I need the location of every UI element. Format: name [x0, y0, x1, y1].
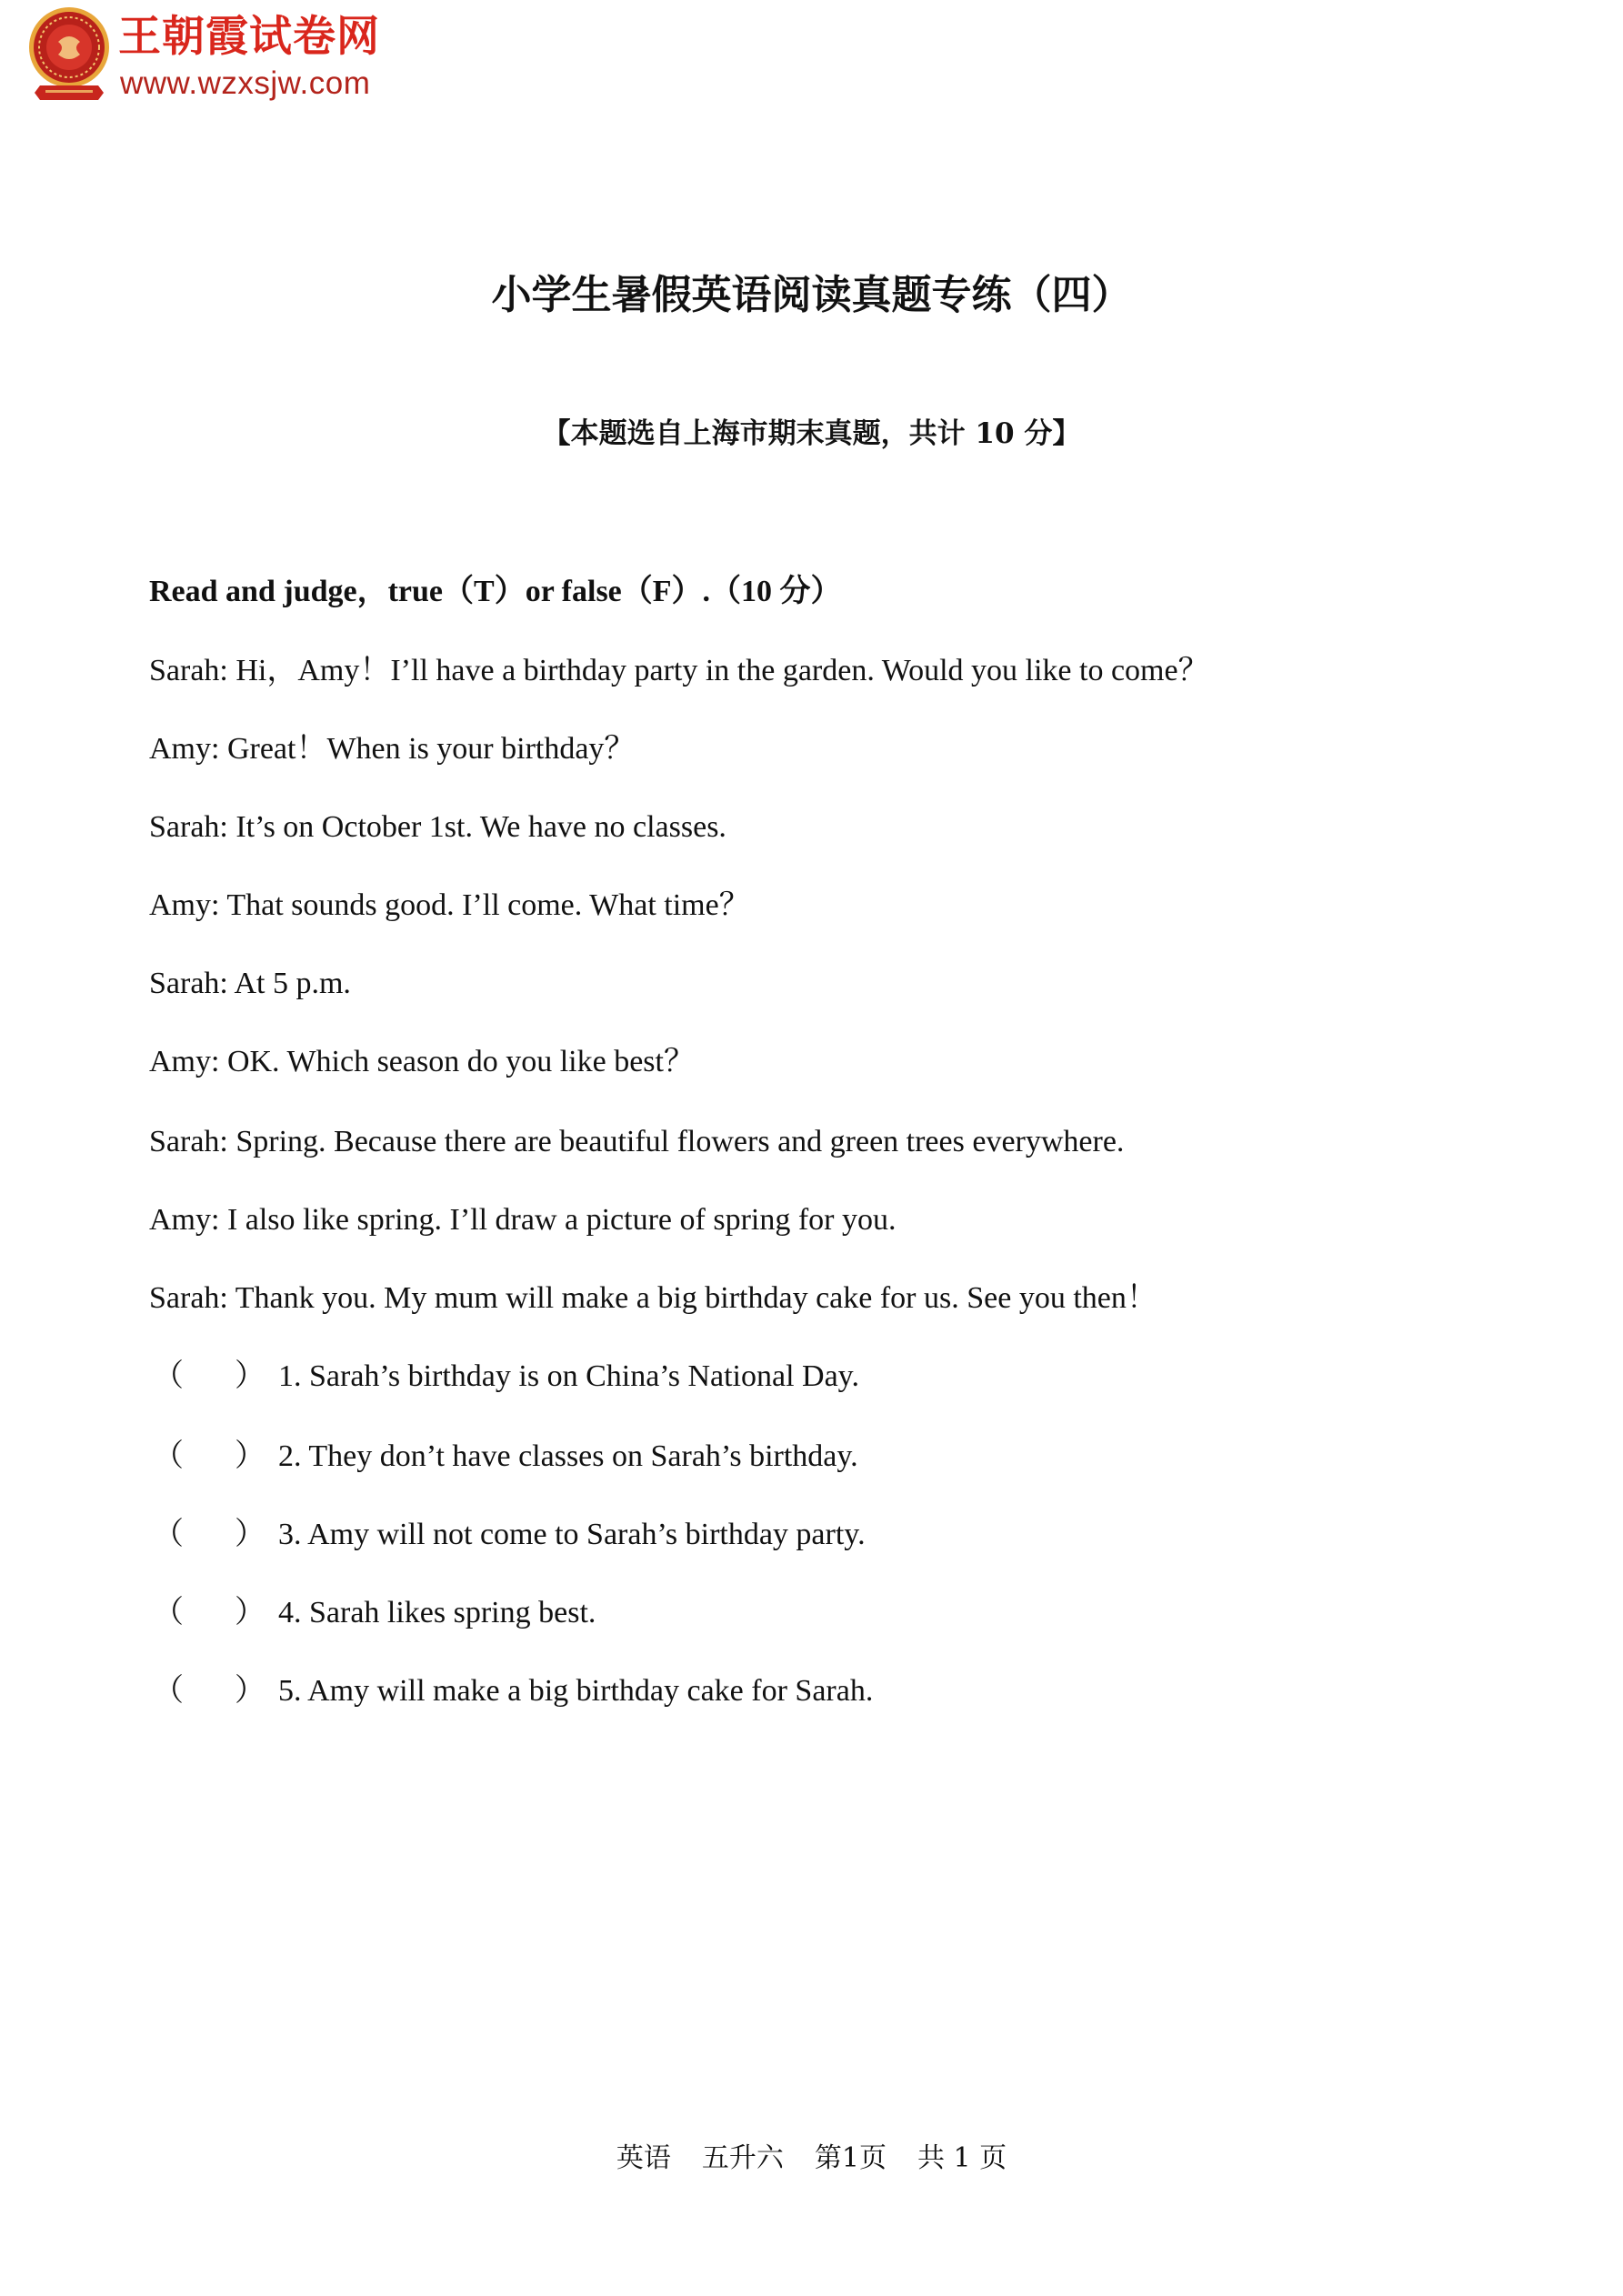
brand-name: 王朝霞试卷网 — [118, 12, 380, 62]
judge-question-5 — [0, 1673, 1623, 1709]
page-title: 小学生暑假英语阅读真题专练（四） — [491, 272, 1132, 318]
footer-subject: 英语 — [616, 2142, 671, 2174]
dialogue-line: Sarah: It’s on October 1st. We have no classes. — [149, 810, 726, 844]
footer-grade: 五升六 — [701, 2142, 784, 2174]
question-instruction: Read and judge，true（T）or false（F）.（10 分） — [149, 575, 842, 608]
answer-bracket-open: （ — [153, 1518, 184, 1551]
page-footer — [0, 2141, 1623, 2177]
answer-bracket-close: ） — [235, 1596, 265, 1629]
dialogue-line: Sarah: Thank you. My mum will make a big birthday cake for us. See you then！ — [149, 1281, 1157, 1315]
question-text: 1. Sarah’s birthday is on China’s National Day. — [278, 1359, 859, 1393]
question-text: 5. Amy will make a big birthday cake for Sarah. — [278, 1674, 874, 1708]
judge-question-1 — [0, 1359, 1623, 1395]
answer-bracket-close: ） — [235, 1359, 265, 1393]
dialogue-line: Amy: I also like spring. I’ll draw a picture of spring for you. — [149, 1203, 897, 1237]
seal-emblem-icon — [27, 5, 115, 104]
dialogue-line: Amy: OK. Which season do you like best？ — [149, 1045, 695, 1078]
judge-question-3 — [0, 1517, 1623, 1553]
dialogue-line: Sarah: At 5 p.m. — [149, 967, 351, 1000]
answer-bracket-open: （ — [153, 1359, 184, 1393]
footer-page-number: 第1页 — [814, 2142, 887, 2174]
answer-bracket-close: ） — [235, 1674, 265, 1708]
answer-bracket-open: （ — [153, 1439, 184, 1473]
question-text: 3. Amy will not come to Sarah’s birthday party. — [278, 1518, 866, 1551]
brand-url: www.wzxsjw.com — [120, 65, 371, 101]
footer-page-total: 共 1 页 — [917, 2142, 1007, 2174]
page-subtitle: 【本题选自上海市期末真题，共计 10 分】 — [542, 417, 1081, 450]
question-text: 2. They don’t have classes on Sarah’s birthday. — [278, 1439, 858, 1473]
answer-bracket-open: （ — [153, 1596, 184, 1629]
answer-bracket-open: （ — [153, 1674, 184, 1708]
dialogue-line: Amy: Great！When is your birthday？ — [149, 732, 636, 766]
dialogue-line: Amy: That sounds good. I’ll come. What time？ — [149, 888, 750, 922]
judge-question-4 — [0, 1595, 1623, 1631]
answer-bracket-close: ） — [235, 1518, 265, 1551]
judge-question-2 — [0, 1439, 1623, 1475]
question-text: 4. Sarah likes spring best. — [278, 1596, 596, 1629]
dialogue-line: Sarah: Hi，Amy！I’ll have a birthday party in the garden. Would you like to come？ — [149, 654, 1209, 687]
dialogue-line: Sarah: Spring. Because there are beautiful flowers and green trees everywhere. — [149, 1125, 1125, 1158]
answer-bracket-close: ） — [235, 1439, 265, 1473]
